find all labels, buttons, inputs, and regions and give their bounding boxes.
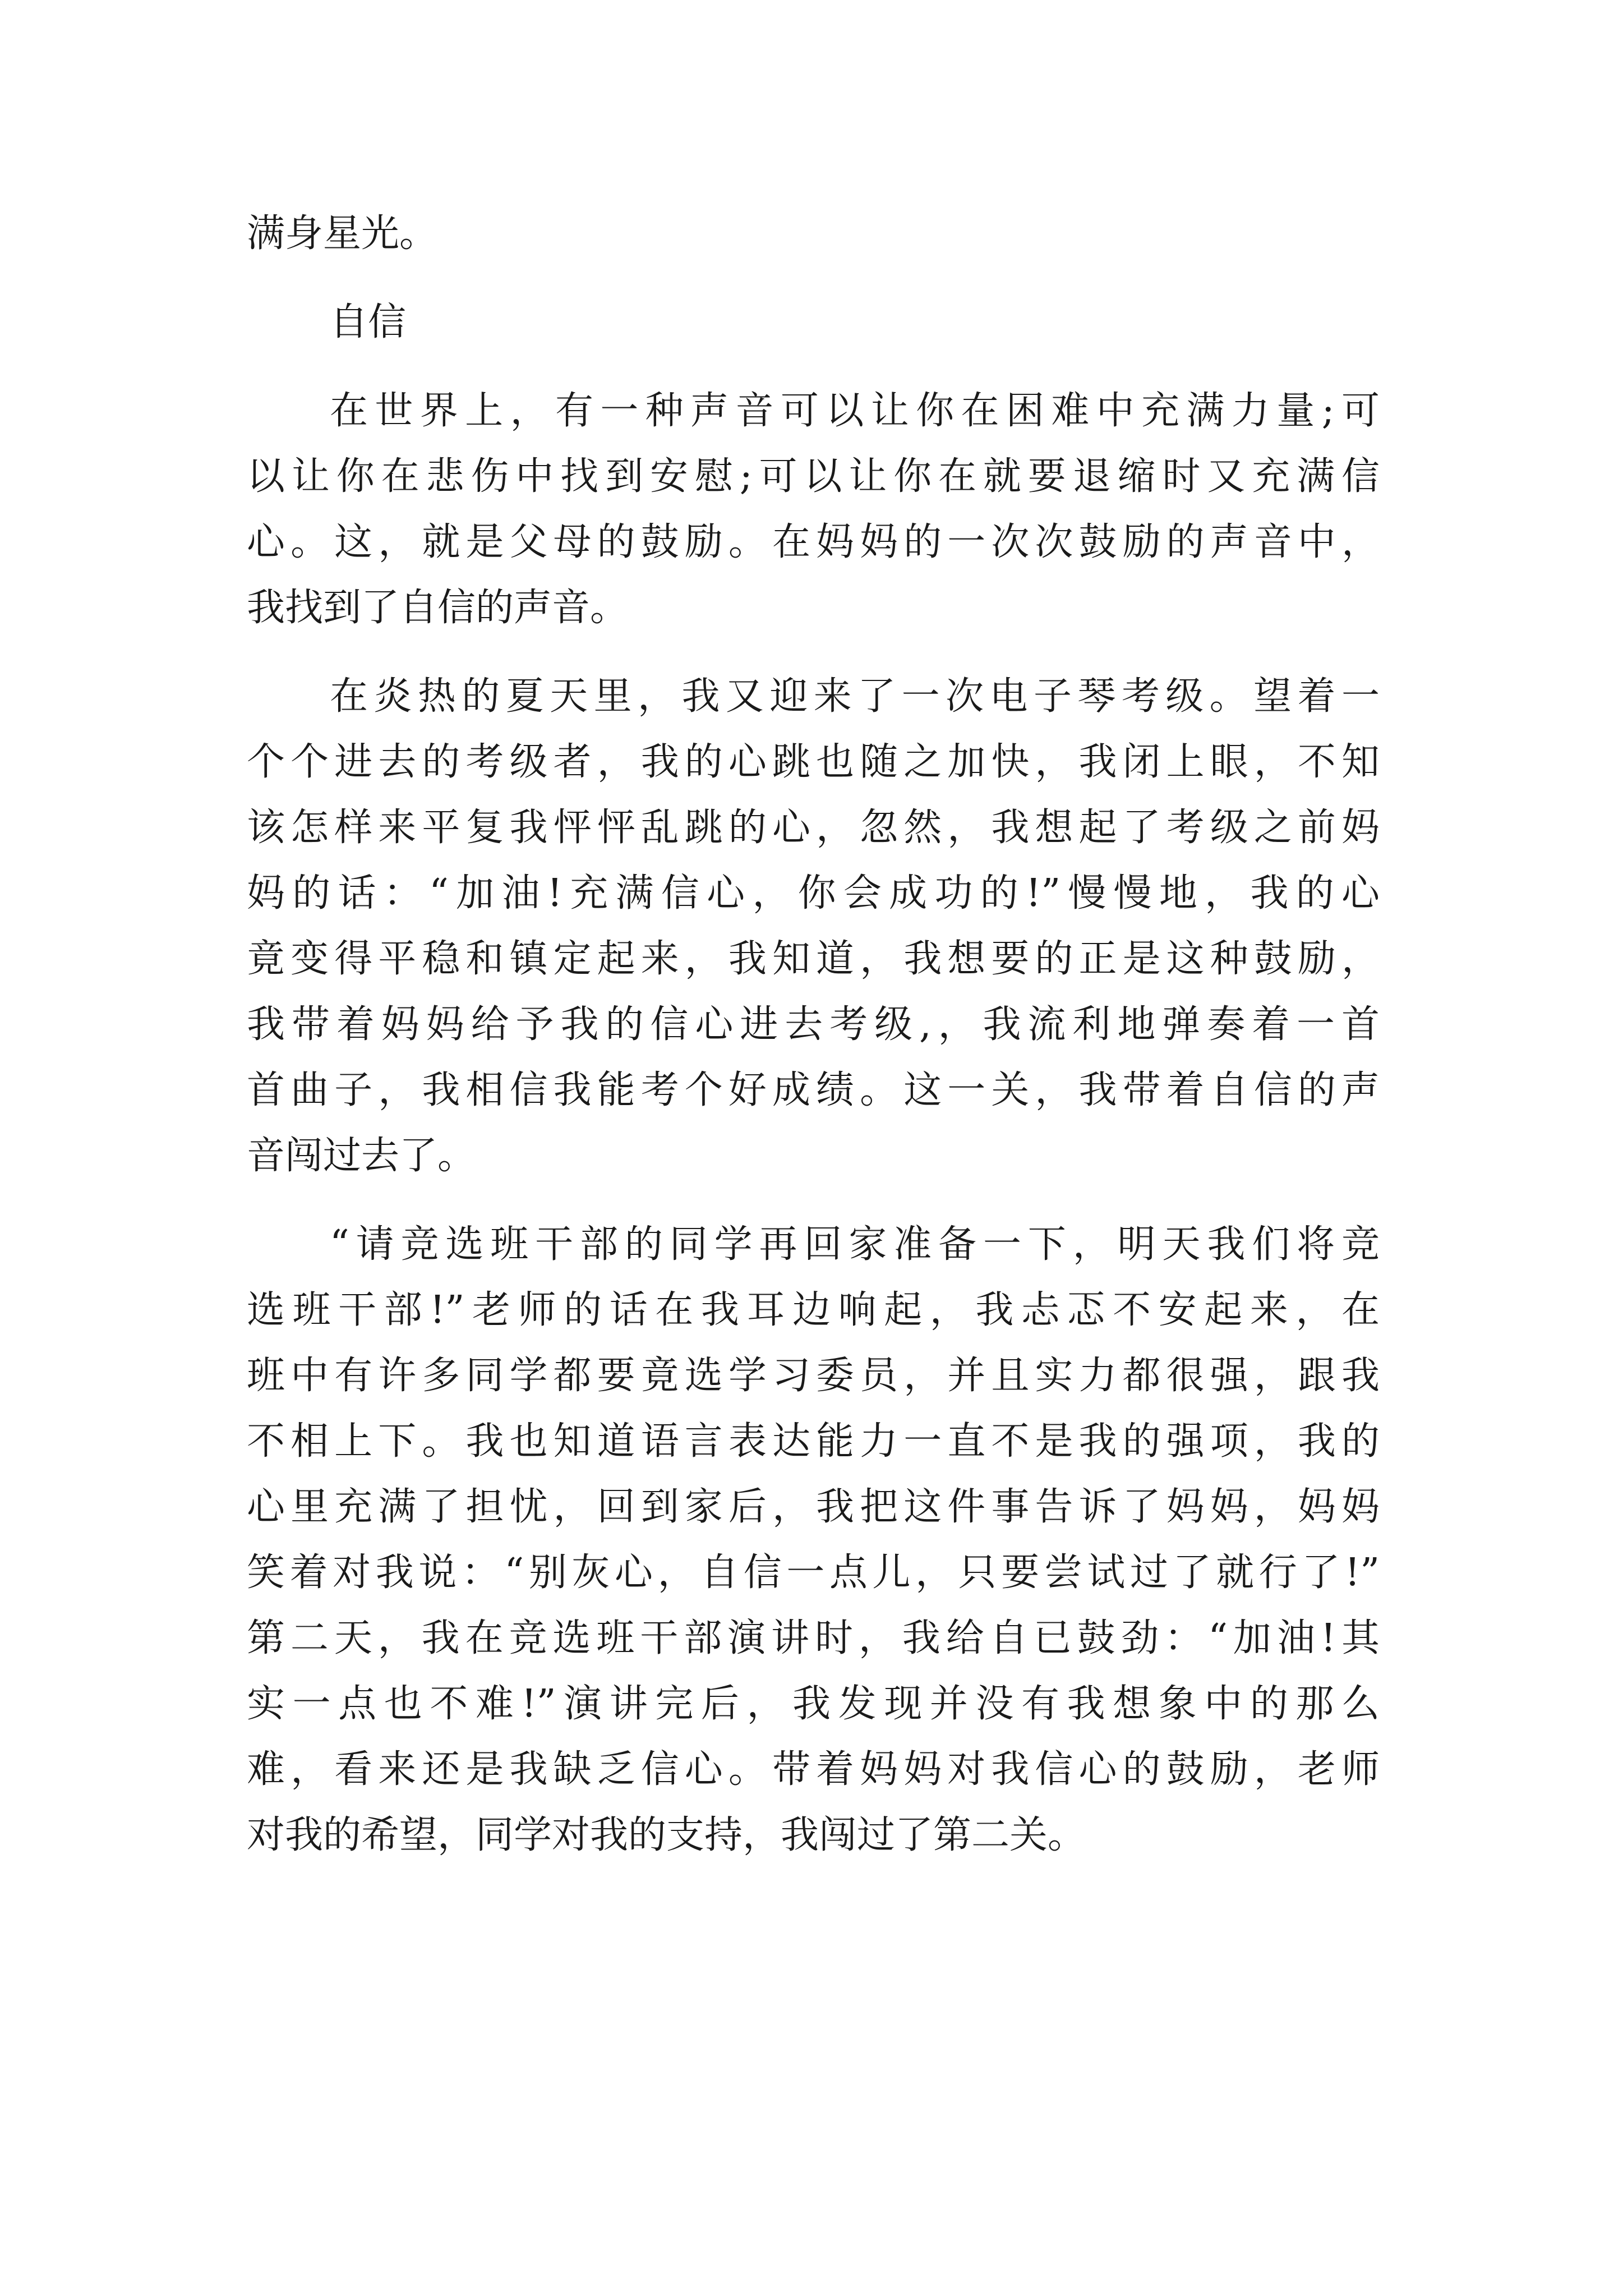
paragraph-line: 笑着对我说：“别灰心，自信一点儿，只要尝试过了就行了!” bbox=[247, 1550, 1380, 1595]
document-body bbox=[247, 201, 1380, 1868]
paragraph-2 bbox=[247, 664, 1380, 1189]
intro-line: 满身星光。 bbox=[247, 211, 438, 256]
paragraph-gap bbox=[247, 1189, 1380, 1212]
paragraph-line: 个个进去的考级者，我的心跳也随之加快，我闭上眼，不知 bbox=[247, 740, 1380, 784]
paragraph-line: 我带着妈妈给予我的信心进去考级,，我流利地弹奏着一首 bbox=[247, 1002, 1380, 1047]
paragraph-line: “请竞选班干部的同学再回家准备一下，明天我们将竞 bbox=[330, 1222, 1380, 1267]
paragraph-line: 妈的话：“加油!充满信心，你会成功的!”慢慢地，我的心 bbox=[247, 871, 1380, 915]
paragraph-line: 在世界上，有一种声音可以让你在困难中充满力量;可 bbox=[330, 389, 1380, 433]
paragraph-line: 首曲子，我相信我能考个好成绩。这一关，我带着自信的声 bbox=[247, 1068, 1380, 1112]
paragraph-gap bbox=[247, 266, 1380, 289]
paragraph-line: 该怎样来平复我怦怦乱跳的心，忽然，我想起了考级之前妈 bbox=[247, 806, 1380, 850]
paragraph-line: 心。这，就是父母的鼓励。在妈妈的一次次鼓励的声音中， bbox=[247, 520, 1380, 564]
paragraph-line: 竟变得平稳和镇定起来，我知道，我想要的正是这种鼓励， bbox=[247, 937, 1380, 981]
paragraph-line: 以让你在悲伤中找到安慰;可以让你在就要退缩时又充满信 bbox=[247, 454, 1380, 499]
paragraph-line: 班中有许多同学都要竟选学习委员，并且实力都很强，跟我 bbox=[247, 1354, 1380, 1398]
paragraph-1 bbox=[247, 378, 1380, 641]
paragraph-line: 心里充满了担忧，回到家后，我把这件事告诉了妈妈，妈妈 bbox=[247, 1485, 1380, 1529]
paragraph-gap bbox=[247, 355, 1380, 378]
paragraph-3 bbox=[247, 1212, 1380, 1868]
paragraph-line: 难，看来还是我缺乏信心。带着妈妈对我信心的鼓励，老师 bbox=[247, 1747, 1380, 1792]
paragraph-line: 在炎热的夏天里，我又迎来了一次电子琴考级。望着一 bbox=[330, 674, 1380, 719]
paragraph-line: 对我的希望，同学对我的支持，我闯过了第二关。 bbox=[247, 1813, 1086, 1857]
paragraph-line: 实一点也不难!”演讲完后，我发现并没有我想象中的那么 bbox=[247, 1682, 1380, 1726]
paragraph-line: 我找到了自信的声音。 bbox=[247, 586, 629, 630]
section-heading: 自信 bbox=[330, 300, 407, 344]
paragraph-line: 第二天，我在竞选班干部演讲时，我给自已鼓劲：“加油!其 bbox=[247, 1616, 1380, 1660]
paragraph-line: 不相上下。我也知道语言表达能力一直不是我的强项，我的 bbox=[247, 1419, 1380, 1464]
paragraph-line: 音闯过去了。 bbox=[247, 1134, 476, 1178]
paragraph-gap bbox=[247, 641, 1380, 664]
paragraph-line: 选班干部!”老师的话在我耳边响起，我忐忑不安起来，在 bbox=[247, 1288, 1380, 1332]
